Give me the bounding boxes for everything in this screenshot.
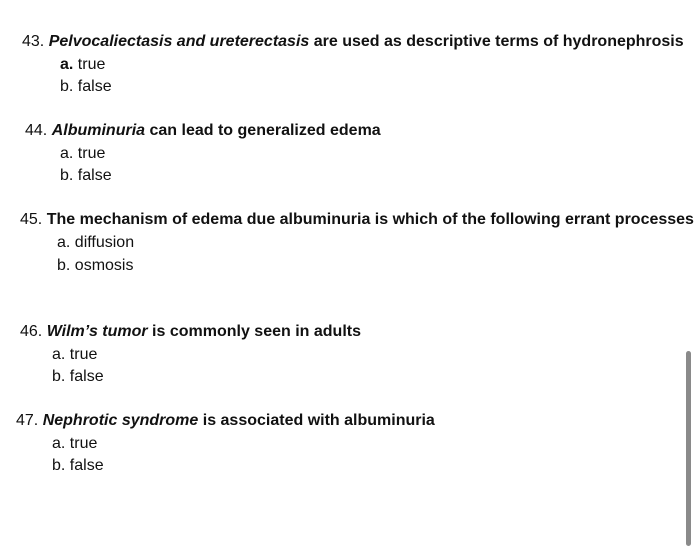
option-b bbox=[60, 77, 112, 97]
option-a bbox=[57, 233, 134, 253]
question-stem bbox=[16, 411, 435, 431]
question-term: Nephrotic syndrome bbox=[42, 412, 199, 429]
option-text: true bbox=[73, 145, 106, 162]
option-letter: a. bbox=[60, 56, 74, 73]
question-text: is commonly seen in adults bbox=[147, 323, 361, 340]
option-text: true bbox=[65, 435, 98, 452]
option-letter: b. bbox=[60, 167, 74, 184]
question-term: Albuminuria bbox=[51, 122, 146, 139]
option-a bbox=[52, 434, 97, 454]
option-text: false bbox=[73, 167, 112, 184]
option-letter: b. bbox=[52, 457, 66, 474]
question-number: 45. bbox=[20, 211, 43, 228]
question-text: is associated with albuminuria bbox=[198, 412, 435, 429]
option-a bbox=[52, 345, 97, 365]
option-a bbox=[60, 55, 105, 75]
option-letter: a. bbox=[57, 234, 71, 251]
question-term: Pelvocaliectasis and ureterectasis bbox=[48, 33, 310, 50]
question-number: 47. bbox=[16, 412, 39, 429]
question-stem bbox=[22, 32, 684, 52]
question-text: can lead to generalized edema bbox=[145, 122, 381, 139]
option-b bbox=[52, 456, 104, 476]
option-letter: b. bbox=[60, 78, 74, 95]
option-b bbox=[60, 166, 112, 186]
option-letter: b. bbox=[52, 368, 66, 385]
question-text: are used as descriptive terms of hydronephrosis bbox=[309, 33, 684, 50]
option-b bbox=[57, 256, 133, 276]
option-text: false bbox=[65, 457, 104, 474]
option-text: osmosis bbox=[70, 257, 134, 274]
question-number: 46. bbox=[20, 323, 43, 340]
question-stem bbox=[20, 322, 361, 342]
vertical-scrollbar[interactable] bbox=[686, 351, 691, 546]
option-b bbox=[52, 367, 104, 387]
question-text: The mechanism of edema due albuminuria is which of the following errant processes bbox=[46, 211, 694, 228]
option-text: diffusion bbox=[70, 234, 135, 251]
option-text: false bbox=[73, 78, 112, 95]
question-stem bbox=[20, 210, 694, 230]
option-text: true bbox=[73, 56, 106, 73]
question-term: Wilm’s tumor bbox=[46, 323, 148, 340]
option-a bbox=[60, 144, 105, 164]
option-text: false bbox=[65, 368, 104, 385]
option-letter: a. bbox=[52, 346, 66, 363]
option-text: true bbox=[65, 346, 98, 363]
option-letter: a. bbox=[52, 435, 66, 452]
question-number: 43. bbox=[22, 33, 45, 50]
question-number: 44. bbox=[25, 122, 48, 139]
option-letter: a. bbox=[60, 145, 74, 162]
option-letter: b. bbox=[57, 257, 71, 274]
question-stem bbox=[25, 121, 381, 141]
